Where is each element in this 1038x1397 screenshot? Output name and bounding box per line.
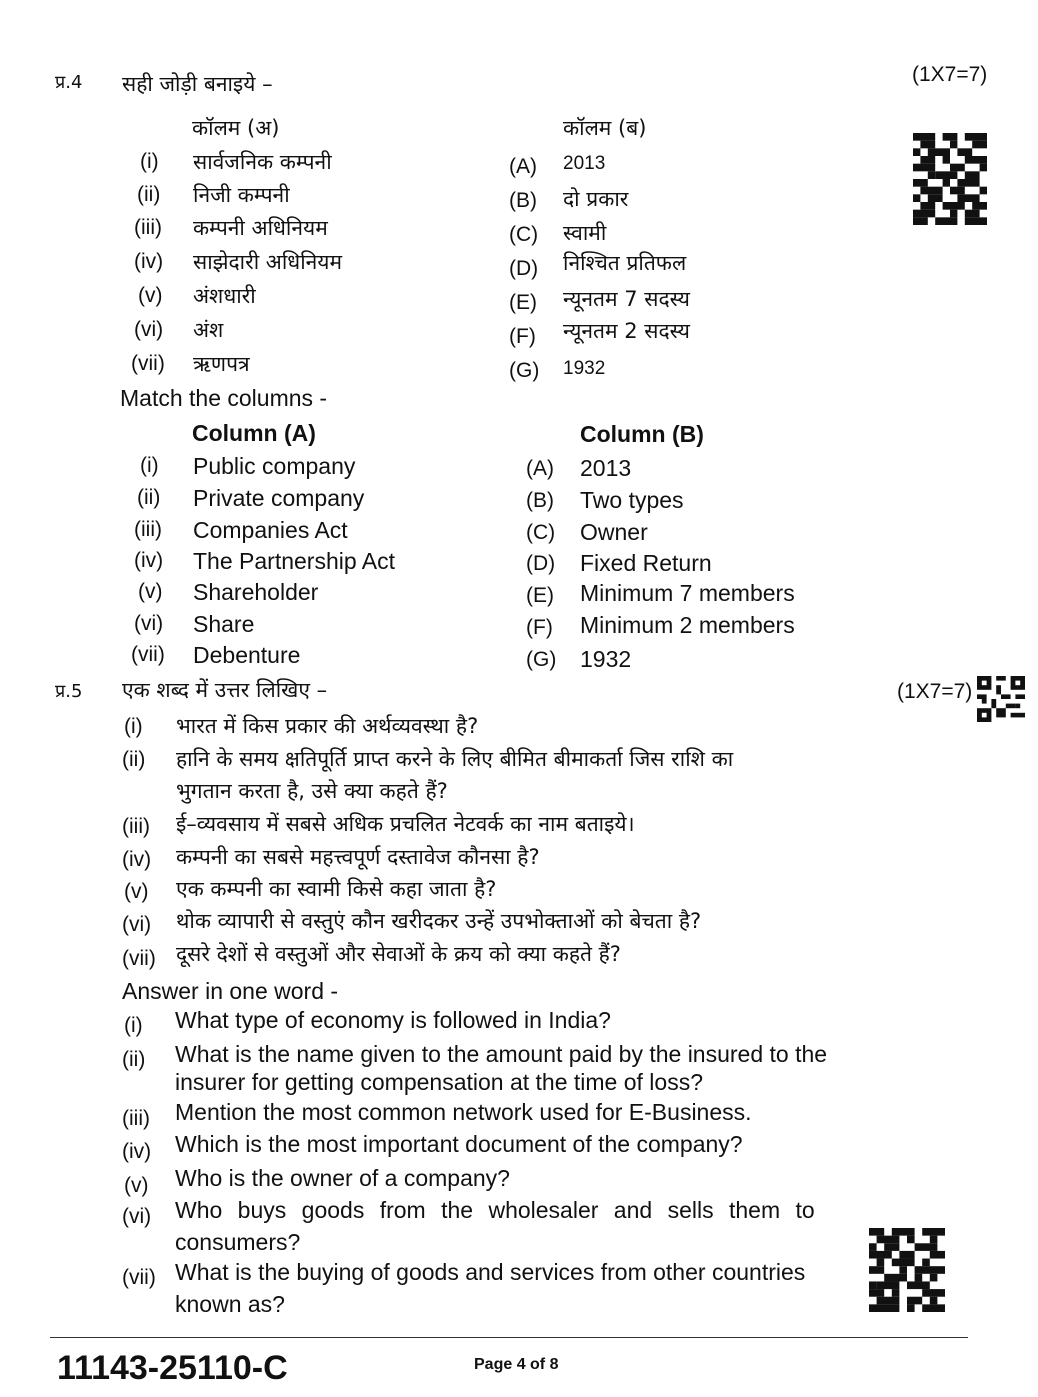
- q4-col-b-english-letter: (B): [526, 489, 554, 512]
- q4-col-b-hindi-item: स्वामी: [563, 221, 607, 245]
- q5-instruction-english: Answer in one word -: [122, 978, 339, 1004]
- q5-english-question: What type of economy is followed in India?: [175, 1007, 611, 1033]
- q4-col-a-english-num: (vi): [134, 612, 164, 635]
- q4-col-b-hindi-item: 1932: [563, 358, 606, 379]
- q4-col-a-hindi-num: (vi): [134, 318, 164, 341]
- q4-col-a-english-num: (iv): [134, 549, 164, 572]
- q4-col-b-hindi-letter: (B): [509, 189, 537, 212]
- q4-col-b-english-letter: (E): [526, 584, 554, 607]
- q4-col-b-english-item: Fixed Return: [580, 550, 712, 576]
- q4-col-a-hindi-num: (v): [138, 284, 163, 307]
- q5-hindi-question-cont: भुगतान करता है, उसे क्या कहते हैं?: [176, 779, 448, 803]
- q4-col-b-english-letter: (D): [526, 552, 556, 575]
- q4-col-a-english-item: Private company: [193, 485, 365, 511]
- q4-col-b-hindi-letter: (G): [509, 359, 540, 382]
- q4-col-a-hindi-item: अंशधारी: [193, 284, 256, 308]
- qr-code-icon: [977, 676, 1025, 722]
- q4-col-a-english-num: (i): [140, 454, 159, 477]
- q5-english-question: What is the buying of goods and services from other countries: [175, 1259, 806, 1285]
- q5-number: प्र.5: [55, 681, 83, 702]
- q4-col-a-english-item: Share: [193, 611, 255, 637]
- q4-col-a-hindi-item: कम्पनी अधिनियम: [193, 216, 328, 240]
- q4-col-a-english-num: (iii): [134, 518, 162, 541]
- q5-hindi-question: कम्पनी का सबसे महत्त्वपूर्ण दस्तावेज कौनसा है?: [176, 845, 540, 869]
- q4-col-a-hindi-item: अंश: [193, 318, 224, 342]
- q5-hindi-question: ई–व्यवसाय में सबसे अधिक प्रचलित नेटवर्क का नाम बताइये।: [176, 812, 635, 836]
- q4-col-b-english-item: Two types: [580, 487, 684, 513]
- q4-col-b-hindi-item: निश्चित प्रतिफल: [563, 251, 687, 275]
- q5-english-num: (vi): [122, 1205, 152, 1228]
- q5-marks: (1X7=7): [897, 680, 973, 703]
- q5-hindi-num: (i): [124, 715, 143, 738]
- q4-col-a-hindi-item: साझेदारी अधिनियम: [193, 250, 343, 274]
- q5-hindi-num: (vi): [122, 913, 152, 936]
- q4-col-a-hindi-num: (i): [140, 150, 159, 173]
- footer-divider: [50, 1337, 968, 1338]
- q5-hindi-question: हानि के समय क्षतिपूर्ति प्राप्त करने के लिए बीमित बीमाकर्ता जिस राशि का: [176, 747, 734, 771]
- q5-hindi-question: दूसरे देशों से वस्तुओं और सेवाओं के क्रय को क्या कहते हैं?: [176, 942, 621, 966]
- q5-english-question: Mention the most common network used for E-Business.: [175, 1099, 752, 1125]
- q5-english-num: (iii): [122, 1107, 150, 1130]
- q4-col-b-english-letter: (A): [526, 457, 554, 480]
- q5-english-question-cont: known as?: [175, 1291, 285, 1317]
- q5-english-num: (vii): [122, 1266, 156, 1289]
- q4-col-a-hindi-num: (ii): [137, 183, 161, 206]
- q4-col-a-hindi-item: ऋणपत्र: [193, 352, 250, 376]
- q4-col-a-hindi-item: निजी कम्पनी: [193, 183, 290, 207]
- q4-col-a-english-item: Debenture: [193, 642, 301, 668]
- q5-english-question-cont: insurer for getting compensation at the time of loss?: [175, 1069, 704, 1095]
- q5-instruction-hindi: एक शब्द में उत्तर लिखिए –: [122, 678, 328, 702]
- q5-hindi-question: भारत में किस प्रकार की अर्थव्यवस्था है?: [176, 714, 479, 738]
- q4-col-b-english-item: 1932: [580, 646, 632, 672]
- q4-col-b-english-item: Minimum 2 members: [580, 612, 795, 638]
- q4-col-b-heading-hindi: कॉलम (ब): [563, 116, 647, 140]
- q4-number: प्र.4: [55, 72, 83, 93]
- q4-col-b-hindi-letter: (C): [509, 223, 539, 246]
- q5-english-num: (i): [124, 1014, 143, 1037]
- q4-col-a-english-item: Public company: [193, 453, 356, 479]
- q5-hindi-num: (ii): [122, 748, 146, 771]
- q4-col-b-english-item: Minimum 7 members: [580, 580, 795, 606]
- q5-english-num: (iv): [122, 1140, 152, 1163]
- q5-english-question: What is the name given to the amount paid by the insured to the: [175, 1041, 828, 1067]
- q4-col-a-hindi-num: (vii): [131, 352, 165, 375]
- qr-code-icon: [913, 133, 987, 225]
- qr-code-icon: [869, 1228, 945, 1312]
- q4-col-b-hindi-item: न्यूनतम 2 सदस्य: [563, 319, 690, 343]
- q5-hindi-question: थोक व्यापारी से वस्तुएं कौन खरीदकर उन्हें उपभोक्ताओं को बेचता है?: [176, 909, 702, 933]
- q4-col-a-english-num: (v): [138, 580, 163, 603]
- q4-col-a-english-item: Companies Act: [193, 517, 348, 543]
- q4-col-b-english-letter: (F): [526, 616, 553, 639]
- q4-col-b-hindi-letter: (D): [509, 257, 539, 280]
- q5-hindi-num: (iv): [122, 848, 152, 871]
- q4-marks: (1X7=7): [912, 63, 988, 86]
- q4-col-b-hindi-item: दो प्रकार: [563, 187, 629, 211]
- q4-col-b-hindi-item: न्यूनतम 7 सदस्य: [563, 287, 690, 311]
- q4-col-b-english-letter: (G): [526, 648, 557, 671]
- q5-hindi-num: (v): [124, 880, 149, 903]
- q4-instruction-english: Match the columns -: [120, 385, 328, 411]
- q5-english-num: (v): [124, 1174, 149, 1197]
- q5-english-question-cont: consumers?: [175, 1229, 301, 1255]
- q5-english-num: (ii): [122, 1048, 146, 1071]
- q4-col-b-heading-english: Column (B): [580, 421, 704, 447]
- page-number: Page 4 of 8: [474, 1356, 559, 1373]
- q4-col-b-english-item: 2013: [580, 455, 632, 481]
- q5-hindi-question: एक कम्पनी का स्वामी किसे कहा जाता है?: [176, 877, 497, 901]
- q4-col-b-english-letter: (C): [526, 521, 556, 544]
- q4-col-b-english-item: Owner: [580, 519, 648, 545]
- q4-col-a-english-item: The Partnership Act: [193, 548, 395, 574]
- q5-english-question: Who is the owner of a company?: [175, 1165, 510, 1191]
- q4-instruction-hindi: सही जोड़ी बनाइये –: [122, 72, 273, 96]
- q4-col-b-hindi-letter: (E): [509, 291, 537, 314]
- q4-col-b-hindi-letter: (A): [509, 155, 537, 178]
- q5-hindi-num: (vii): [122, 947, 156, 970]
- q4-col-a-heading-hindi: कॉलम (अ): [192, 116, 280, 140]
- q4-col-a-english-item: Shareholder: [193, 579, 319, 605]
- q4-col-a-english-num: (vii): [131, 643, 165, 666]
- q4-col-a-hindi-item: सार्वजनिक कम्पनी: [193, 150, 332, 174]
- q4-col-a-hindi-num: (iv): [134, 250, 164, 273]
- q4-col-b-hindi-item: 2013: [563, 153, 606, 174]
- q5-english-question: Who buys goods from the wholesaler and sells them to: [175, 1197, 815, 1223]
- paper-code: 11143-25110-C: [57, 1349, 288, 1387]
- q5-english-question: Which is the most important document of the company?: [175, 1131, 743, 1157]
- q4-col-a-english-num: (ii): [137, 486, 161, 509]
- q5-hindi-num: (iii): [122, 815, 150, 838]
- q4-col-a-heading-english: Column (A): [192, 420, 316, 446]
- q4-col-b-hindi-letter: (F): [509, 325, 536, 348]
- q4-col-a-hindi-num: (iii): [134, 216, 162, 239]
